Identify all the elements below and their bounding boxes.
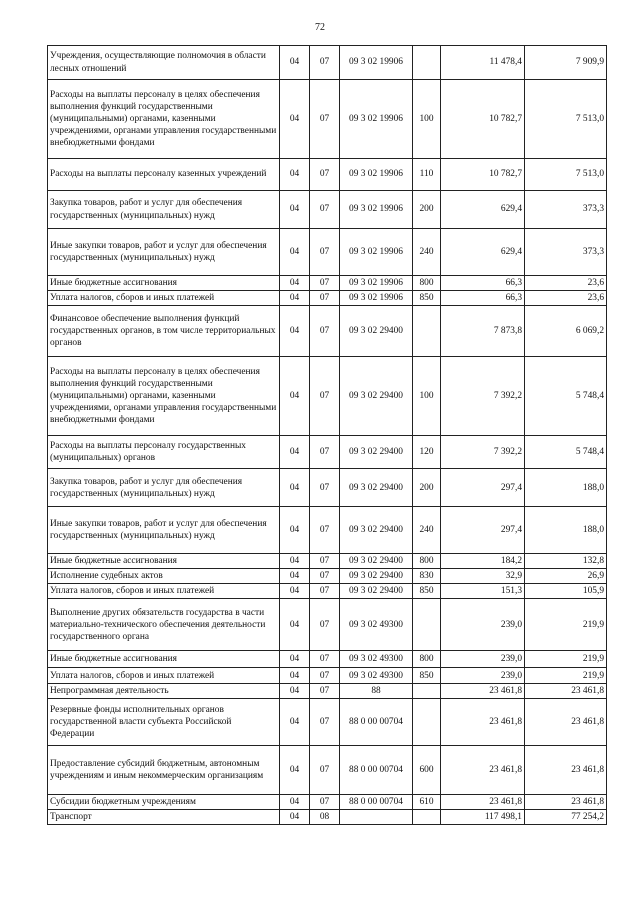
subsection-code: 07 [310,746,340,795]
row-name: Иные бюджетные ассигнования [48,651,280,668]
table-row [48,159,607,191]
amount-year-1: 239,0 [441,599,525,651]
table-row [48,357,607,436]
target-article-code: 09 3 02 49300 [340,599,413,651]
section-code: 04 [280,276,310,291]
amount-year-1: 184,2 [441,554,525,569]
subsection-code: 07 [310,569,340,584]
amount-year-1: 10 782,7 [441,80,525,159]
expense-type-code: 800 [413,276,441,291]
amount-year-1: 297,4 [441,507,525,554]
row-name: Учреждения, осуществляющие полномочия в области лесных отношений [48,46,280,80]
amount-year-2: 5 748,4 [525,357,607,436]
amount-year-1: 10 782,7 [441,159,525,191]
target-article-code: 09 3 02 29400 [340,554,413,569]
subsection-code: 07 [310,668,340,684]
section-code: 04 [280,306,310,357]
table-row [48,46,607,80]
expense-type-code: 100 [413,80,441,159]
section-code: 04 [280,795,310,810]
row-name: Уплата налогов, сборов и иных платежей [48,668,280,684]
expense-type-code [413,810,441,825]
table-row [48,80,607,159]
subsection-code: 07 [310,159,340,191]
subsection-code: 07 [310,684,340,699]
target-article-code: 88 0 00 00704 [340,746,413,795]
expense-type-code [413,699,441,746]
page-number: 72 [315,22,325,33]
amount-year-1: 23 461,8 [441,746,525,795]
section-code: 04 [280,80,310,159]
expense-type-code: 240 [413,229,441,276]
amount-year-2: 188,0 [525,507,607,554]
amount-year-1: 629,4 [441,191,525,229]
section-code: 04 [280,668,310,684]
target-article-code: 09 3 02 29400 [340,357,413,436]
row-name: Исполнение судебных актов [48,569,280,584]
table-row [48,436,607,469]
expense-type-code: 200 [413,191,441,229]
section-code: 04 [280,191,310,229]
section-code: 04 [280,554,310,569]
section-code: 04 [280,746,310,795]
amount-year-2: 7 513,0 [525,80,607,159]
target-article-code: 09 3 02 19906 [340,80,413,159]
subsection-code: 07 [310,507,340,554]
amount-year-1: 23 461,8 [441,699,525,746]
section-code: 04 [280,599,310,651]
table-row [48,507,607,554]
target-article-code: 09 3 02 29400 [340,436,413,469]
section-code: 04 [280,584,310,599]
expense-type-code: 850 [413,584,441,599]
table-row [48,584,607,599]
subsection-code: 07 [310,554,340,569]
expense-type-code: 110 [413,159,441,191]
row-name: Предоставление субсидий бюджетным, автономным учреждениям и иным некоммерческим организациям [48,746,280,795]
section-code: 04 [280,684,310,699]
amount-year-2: 7 909,9 [525,46,607,80]
amount-year-2: 26,9 [525,569,607,584]
row-name: Иные закупки товаров, работ и услуг для обеспечения государственных (муниципальных) нужд [48,229,280,276]
target-article-code: 09 3 02 29400 [340,507,413,554]
expense-type-code: 200 [413,469,441,507]
section-code: 04 [280,569,310,584]
subsection-code: 07 [310,469,340,507]
row-name: Закупка товаров, работ и услуг для обеспечения государственных (муниципальных) нужд [48,191,280,229]
amount-year-2: 77 254,2 [525,810,607,825]
subsection-code: 07 [310,699,340,746]
table-row [48,668,607,684]
section-code: 04 [280,291,310,306]
row-name: Закупка товаров, работ и услуг для обеспечения государственных (муниципальных) нужд [48,469,280,507]
table-row [48,291,607,306]
expense-type-code: 800 [413,651,441,668]
table-row [48,599,607,651]
target-article-code: 09 3 02 19906 [340,229,413,276]
section-code: 04 [280,810,310,825]
row-name: Иные бюджетные ассигнования [48,276,280,291]
section-code: 04 [280,357,310,436]
row-name: Финансовое обеспечение выполнения функций государственных органов, в том числе территориальных органов [48,306,280,357]
target-article-code: 09 3 02 19906 [340,291,413,306]
expense-type-code [413,306,441,357]
expense-type-code: 120 [413,436,441,469]
subsection-code: 07 [310,80,340,159]
target-article-code: 09 3 02 29400 [340,584,413,599]
amount-year-1: 23 461,8 [441,795,525,810]
subsection-code: 07 [310,584,340,599]
row-name: Субсидии бюджетным учреждениям [48,795,280,810]
target-article-code: 88 0 00 00704 [340,699,413,746]
target-article-code: 09 3 02 49300 [340,651,413,668]
table-row [48,795,607,810]
expense-type-code: 240 [413,507,441,554]
section-code: 04 [280,469,310,507]
target-article-code: 09 3 02 29400 [340,469,413,507]
row-name: Расходы на выплаты персоналу в целях обеспечения выполнения функций государственными (муниципальными) органами, казенными учреждениями, органами управления государственными внебюджетными фондами [48,357,280,436]
expense-type-code [413,599,441,651]
section-code: 04 [280,699,310,746]
table-row [48,699,607,746]
subsection-code: 07 [310,436,340,469]
expense-type-code: 800 [413,554,441,569]
amount-year-2: 5 748,4 [525,436,607,469]
table-row [48,554,607,569]
amount-year-2: 23,6 [525,291,607,306]
amount-year-2: 23 461,8 [525,795,607,810]
amount-year-1: 7 392,2 [441,357,525,436]
amount-year-1: 151,3 [441,584,525,599]
expense-type-code: 100 [413,357,441,436]
table-row [48,684,607,699]
section-code: 04 [280,436,310,469]
subsection-code: 07 [310,599,340,651]
amount-year-2: 23 461,8 [525,684,607,699]
row-name: Уплата налогов, сборов и иных платежей [48,291,280,306]
target-article-code: 09 3 02 19906 [340,159,413,191]
amount-year-2: 105,9 [525,584,607,599]
section-code: 04 [280,651,310,668]
amount-year-2: 219,9 [525,668,607,684]
target-article-code: 09 3 02 19906 [340,46,413,80]
amount-year-1: 23 461,8 [441,684,525,699]
target-article-code: 09 3 02 29400 [340,569,413,584]
table-row [48,276,607,291]
amount-year-2: 219,9 [525,599,607,651]
subsection-code: 07 [310,191,340,229]
amount-year-2: 7 513,0 [525,159,607,191]
expense-type-code: 610 [413,795,441,810]
amount-year-1: 239,0 [441,668,525,684]
amount-year-2: 219,9 [525,651,607,668]
expense-type-code [413,46,441,80]
amount-year-1: 629,4 [441,229,525,276]
amount-year-1: 7 392,2 [441,436,525,469]
target-article-code: 88 0 00 00704 [340,795,413,810]
target-article-code: 09 3 02 19906 [340,191,413,229]
target-article-code: 09 3 02 49300 [340,668,413,684]
expense-type-code: 850 [413,668,441,684]
subsection-code: 07 [310,795,340,810]
amount-year-2: 23,6 [525,276,607,291]
table-row [48,651,607,668]
amount-year-1: 66,3 [441,276,525,291]
budget-table [47,45,607,825]
subsection-code: 07 [310,291,340,306]
row-name: Расходы на выплаты персоналу государственных (муниципальных) органов [48,436,280,469]
target-article-code [340,810,413,825]
target-article-code: 88 [340,684,413,699]
subsection-code: 08 [310,810,340,825]
expense-type-code [413,684,441,699]
amount-year-2: 373,3 [525,191,607,229]
row-name: Расходы на выплаты персоналу в целях обеспечения выполнения функций государственными (муниципальными) органами, казенными учреждениями, органами управления государственными внебюджетными фондами [48,80,280,159]
subsection-code: 07 [310,357,340,436]
amount-year-1: 117 498,1 [441,810,525,825]
expense-type-code: 850 [413,291,441,306]
subsection-code: 07 [310,229,340,276]
amount-year-1: 66,3 [441,291,525,306]
amount-year-2: 23 461,8 [525,746,607,795]
amount-year-2: 6 069,2 [525,306,607,357]
row-name: Выполнение других обязательств государства в части материально-технического обеспечения деятельности государственного органа [48,599,280,651]
budget-table-body [48,46,607,825]
expense-type-code: 830 [413,569,441,584]
row-name: Непрограммная деятельность [48,684,280,699]
amount-year-1: 297,4 [441,469,525,507]
amount-year-1: 239,0 [441,651,525,668]
table-row [48,229,607,276]
subsection-code: 07 [310,306,340,357]
section-code: 04 [280,159,310,191]
amount-year-2: 188,0 [525,469,607,507]
table-row [48,746,607,795]
target-article-code: 09 3 02 29400 [340,306,413,357]
expense-type-code: 600 [413,746,441,795]
amount-year-2: 132,8 [525,554,607,569]
row-name: Резервные фонды исполнительных органов государственной власти субъекта Российской Федерации [48,699,280,746]
section-code: 04 [280,46,310,80]
row-name: Расходы на выплаты персоналу казенных учреждений [48,159,280,191]
section-code: 04 [280,229,310,276]
table-row [48,306,607,357]
subsection-code: 07 [310,276,340,291]
subsection-code: 07 [310,651,340,668]
amount-year-1: 7 873,8 [441,306,525,357]
row-name: Уплата налогов, сборов и иных платежей [48,584,280,599]
row-name: Иные бюджетные ассигнования [48,554,280,569]
table-row [48,469,607,507]
subsection-code: 07 [310,46,340,80]
amount-year-2: 373,3 [525,229,607,276]
amount-year-2: 23 461,8 [525,699,607,746]
target-article-code: 09 3 02 19906 [340,276,413,291]
table-row [48,191,607,229]
row-name: Иные закупки товаров, работ и услуг для обеспечения государственных (муниципальных) нужд [48,507,280,554]
amount-year-1: 32,9 [441,569,525,584]
row-name: Транспорт [48,810,280,825]
section-code: 04 [280,507,310,554]
amount-year-1: 11 478,4 [441,46,525,80]
table-row [48,810,607,825]
table-row [48,569,607,584]
